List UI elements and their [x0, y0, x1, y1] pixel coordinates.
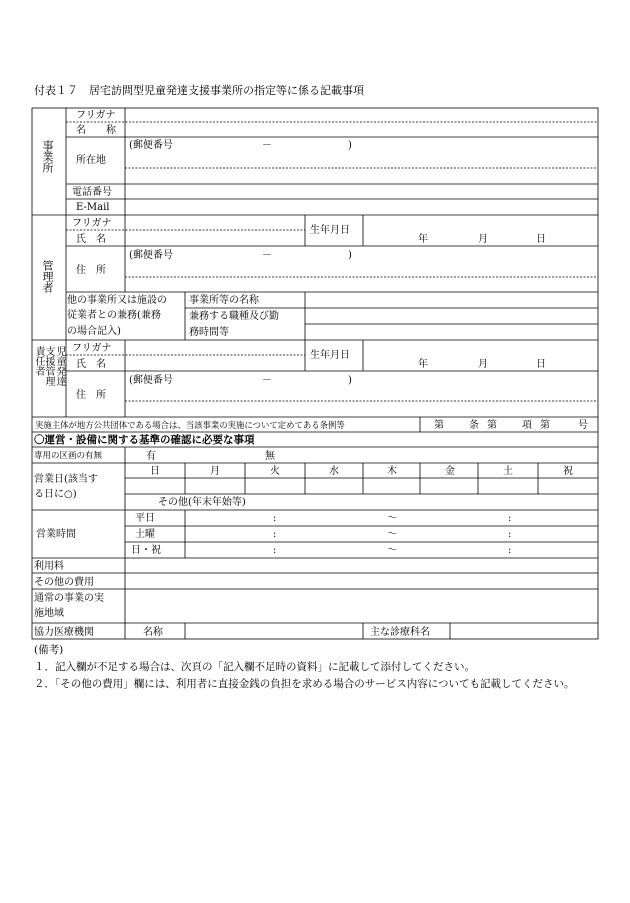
kanrisha-kenmu-label-2: 従業者との兼務(兼務 — [67, 310, 161, 321]
kanrisha-postal-paren: ) — [348, 250, 352, 261]
jigyosho-postal-label: (郵便番号 — [129, 140, 173, 151]
jorei-go: 号 — [578, 420, 588, 431]
kanrisha-year: 年 — [418, 234, 428, 245]
sekinin-year: 年 — [418, 359, 428, 370]
unei-doyo-kara: ～ — [387, 529, 397, 540]
note-2: ２．「その他の費用」欄には、利用者に直接金銭の負担を求める場合のサービス内容についても記載してください。 — [34, 678, 575, 690]
jigyosho-email-label: E-Mail — [76, 202, 110, 213]
sekinin-day: 日 — [536, 359, 546, 370]
unei-day-fri: 金 — [445, 466, 455, 477]
unei-meisho-label: 名称 — [143, 627, 163, 638]
unei-day-tue: 火 — [270, 466, 280, 477]
unei-day-sat: 土 — [503, 466, 513, 477]
unei-doyo-colon-1: : — [273, 529, 277, 540]
jorei-dai-3: 第 — [540, 420, 550, 431]
kanrisha-birth-label: 生年月日 — [310, 225, 350, 236]
unei-heijitsu-label: 平日 — [135, 513, 155, 524]
jigyosho-furigana-label: フリガナ — [76, 110, 116, 121]
jorei-dai-1: 第 — [434, 420, 444, 431]
unei-day-thu: 木 — [387, 466, 397, 477]
kanrisha-kenmu-job-2: 務時間等 — [189, 327, 229, 338]
sekinin-group-label-3: 責任者 — [33, 346, 44, 376]
unei-doyo-colon-2: : — [508, 529, 512, 540]
kanrisha-kenmu-label-1: 他の事業所又は施設の — [67, 295, 167, 306]
sekinin-birth-label: 生年月日 — [310, 350, 350, 361]
jorei-dai-2: 第 — [487, 420, 497, 431]
unei-sonota-hiyo-label: その他の費用 — [34, 577, 94, 588]
kanrisha-address-label: 住 所 — [76, 265, 106, 276]
jigyosho-postal-dash: － — [262, 140, 272, 151]
unei-shinryo-label: 主な診療科名 — [370, 627, 430, 638]
unei-nichishuku-kara: ～ — [387, 545, 397, 556]
kanrisha-postal-label: (郵便番号 — [129, 250, 173, 261]
unei-kukaku-label: 専用の区画の有無 — [34, 451, 103, 461]
kanrisha-office-name-label: 事業所等の名称 — [189, 295, 259, 306]
jigyosho-group-label: 事業所 — [41, 140, 54, 173]
kanrisha-kenmu-job-1: 兼務する職種及び勤 — [189, 311, 279, 322]
kanrisha-group-label: 管理者 — [41, 260, 54, 293]
unei-heijitsu-kara: ～ — [387, 513, 397, 524]
jorei-jo: 条 — [469, 420, 479, 431]
unei-doyo-label: 土曜 — [135, 529, 155, 540]
unei-day-mon: 月 — [210, 466, 220, 477]
sekinin-postal-paren: ) — [348, 375, 352, 386]
unei-heijitsu-colon-1: : — [273, 513, 277, 524]
unei-riyoryo-label: 利用料 — [34, 561, 64, 572]
notes — [34, 642, 604, 693]
sekinin-name-label: 氏 名 — [76, 359, 106, 370]
kanrisha-month: 月 — [478, 234, 488, 245]
jorei-ko: 項 — [522, 420, 532, 431]
sekinin-furigana-label: フリガナ — [72, 343, 112, 354]
unei-nichishuku-colon-1: : — [273, 545, 277, 556]
form-title: 付表１７ 居宅訪問型児童発達支援事業所の指定等に係る記載事項 — [34, 84, 364, 97]
unei-heijitsu-colon-2: : — [508, 513, 512, 524]
jigyosho-postal-paren: ) — [348, 140, 352, 151]
kanrisha-furigana-label: フリガナ — [72, 218, 112, 229]
jigyosho-location-label: 所在地 — [76, 155, 106, 166]
unei-nichishuku-label: 日・祝 — [131, 545, 161, 556]
jigyosho-name-label: 名 称 — [76, 125, 116, 136]
unei-nichishuku-colon-2: : — [508, 545, 512, 556]
sekinin-group-label-2: 支援管理 — [43, 346, 54, 386]
unei-chiiki-label-2: 施地域 — [34, 608, 64, 619]
kanrisha-name-label: 氏 名 — [76, 234, 106, 245]
sekinin-postal-dash: － — [262, 375, 272, 386]
jorei-label: 実施主体が地方公共団体である場合は、当該事業の実施について定めてある条例等 — [35, 420, 345, 430]
unei-eigyobi-label-2: る日に○) — [34, 489, 77, 500]
sekinin-month: 月 — [478, 359, 488, 370]
kanrisha-day: 日 — [536, 234, 546, 245]
notes-heading: (備考) — [34, 644, 64, 656]
unei-sonota-label: その他(年末年始等) — [158, 497, 246, 508]
unei-day-wed: 水 — [329, 466, 339, 477]
unei-chiiki-label-1: 通常の事業の実 — [34, 593, 104, 604]
sekinin-postal-label: (郵便番号 — [129, 375, 173, 386]
jigyosho-phone-label: 電話番号 — [72, 187, 112, 198]
kanrisha-kenmu-label-3: の場合記入) — [67, 326, 121, 337]
unei-day-hol: 祝 — [563, 466, 573, 477]
unei-nashi: 無 — [265, 451, 275, 462]
unei-eigyobi-label-1: 営業日(該当す — [34, 474, 98, 485]
sekinin-address-label: 住 所 — [76, 390, 106, 401]
unei-day-sun: 日 — [150, 466, 160, 477]
unei-ari: 有 — [146, 451, 156, 462]
unei-kyoryoku-label: 協力医療機関 — [34, 627, 94, 638]
sekinin-group-label-1: 児童発達 — [54, 346, 65, 386]
note-1: １．記入欄が不足する場合は、次頁の「記入欄不足時の資料」に記載して添付してください。 — [34, 661, 475, 673]
kanrisha-postal-dash: － — [262, 250, 272, 261]
unei-header: 〇運営・設備に関する基準の確認に必要な事項 — [34, 434, 255, 446]
unei-eigyojikan-label: 営業時間 — [36, 529, 76, 540]
